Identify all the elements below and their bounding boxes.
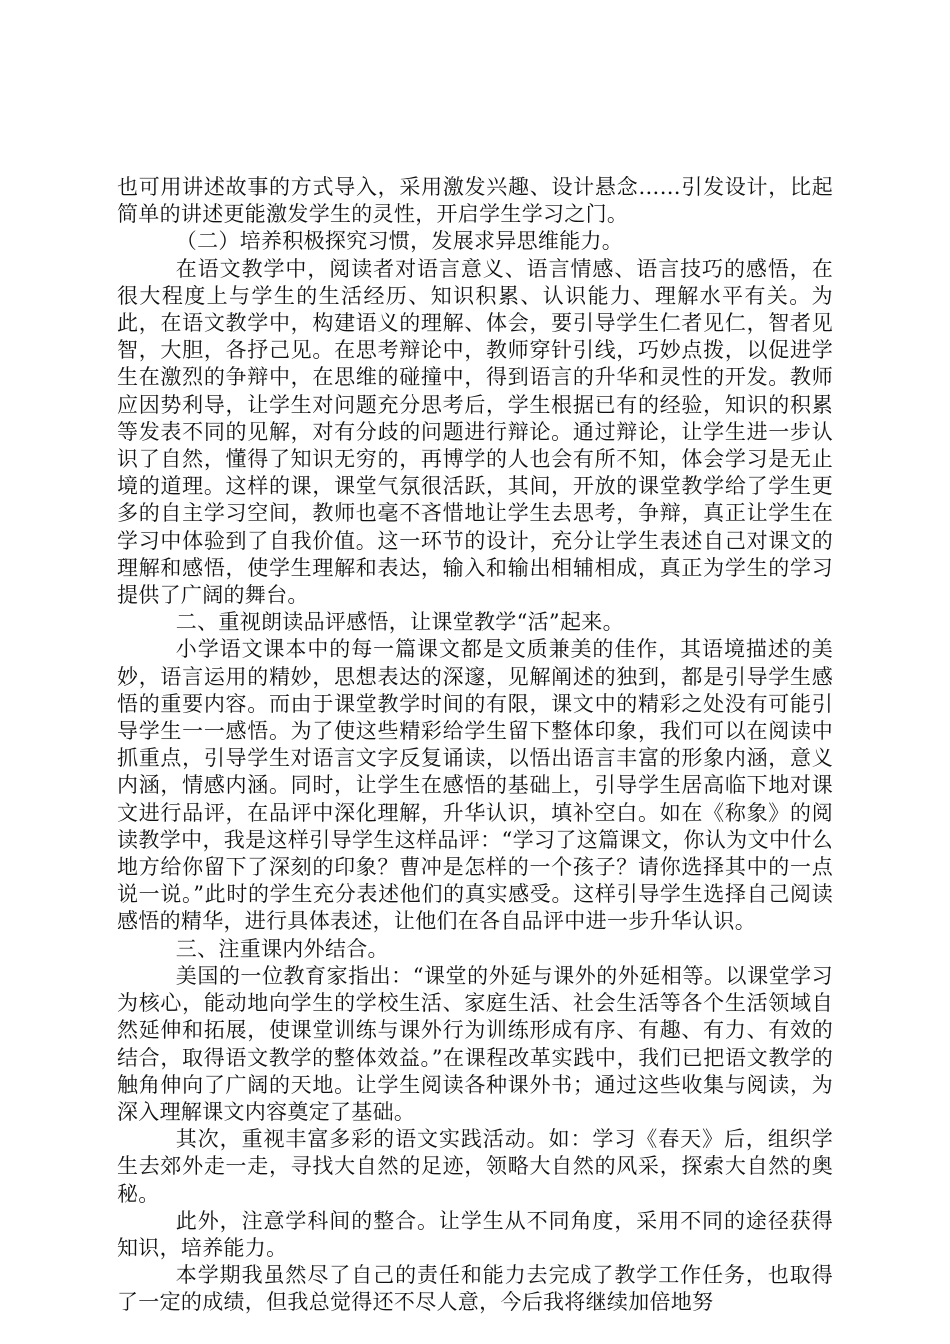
section-heading-2: 二、重视朗读品评感悟，让课堂教学“活”起来。 (175, 610, 624, 635)
paragraph-intro-continued: 也可用讲述故事的方式导入，采用激发兴趣、设计悬念……引发设计，比起简单的讲述更能激发学生的灵性，开启学生学习之门。 (117, 175, 833, 227)
paragraph-reading-appreciation: 小学语文课本中的每一篇课文都是文质兼美的佳作，其语境描述的美妙，语言运用的精妙，思想表达的深邃，见解阐述的独到，都是引导学生感悟的重要内容。而由于课堂教学时间的有限，课文中的精彩之处没有可能引导学生一一感悟。为了使这些精彩给学生留下整体印象，我们可以在阅读中抓重点，引导学生对语言文字反复诵读，以悟出语言丰富的形象内涵，意义内涵，情感内涵。同时，让学生在感悟的基础上，引导学生居高临下地对课文进行品评，在品评中深化理解，升华认识，填补空白。如在《称象》的阅读教学中，我是这样引导学生这样品评：“学习了这篇课文，你认为文中什么地方给你留下了深刻的印象？曹冲是怎样的一个孩子？请你选择其中的一点说一说。”此时的学生充分表述他们的真实感受。这样引导学生选择自己阅读感悟的精华，进行具体表述，让他们在各自品评中进一步升华认识。 (117, 637, 833, 934)
document-body (117, 174, 833, 1317)
section-heading-2-2: （二）培养积极探究习惯，发展求异思维能力。 (175, 229, 624, 254)
paragraph-inquiry-thinking: 在语文教学中，阅读者对语言意义、语言情感、语言技巧的感悟，在很大程度上与学生的生活经历、知识积累、认识能力、理解水平有关。为此，在语文教学中，构建语义的理解、体会，要引导学生仁者见仁，智者见智，大胆，各抒己见。在思考辩论中，教师穿针引线，巧妙点拨，以促进学生在激烈的争辩中，在思维的碰撞中，得到语言的升华和灵性的开发。教师应因势利导，让学生对问题充分思考后，学生根据已有的经验，知识的积累等发表不同的见解，对有分歧的问题进行辩论。通过辩论，让学生进一步认识了自然，懂得了知识无穷的，再博学的人也会有所不知，体会学习是无止境的道理。这样的课，课堂气氛很活跃，其间，开放的课堂教学给了学生更多的自主学习空间，教师也毫不吝惜地让学生去思考，争辩，真正让学生在学习中体验到了自我价值。这一环节的设计，充分让学生表述自己对课文的理解和感悟，使学生理解和表达，输入和输出相辅相成，真正为学生的学习提供了广阔的舞台。 (117, 256, 833, 608)
paragraph-subject-integration: 此外，注意学科间的整合。让学生从不同角度，采用不同的途径获得知识，培养能力。 (117, 1208, 833, 1260)
section-heading-3: 三、注重课内外结合。 (175, 936, 389, 961)
paragraph-semester-summary: 本学期我虽然尽了自己的责任和能力去完成了教学工作任务，也取得了一定的成绩，但我总觉得还不尽人意，今后我将继续加倍地努 (117, 1263, 833, 1315)
paragraph-practice-activities: 其次，重视丰富多彩的语文实践活动。如：学习《春天》后，组织学生去郊外走一走，寻找大自然的足迹，领略大自然的风采，探索大自然的奥秘。 (117, 1127, 833, 1206)
paragraph-inside-outside-class: 美国的一位教育家指出：“课堂的外延与课外的外延相等。以课堂学习为核心，能动地向学生的学校生活、家庭生活、社会生活等各个生活领域自然延伸和拓展，使课堂训练与课外行为训练形成有序、有趣、有力、有效的结合，取得语文教学的整体效益。”在课程改革实践中，我们已把语文教学的触角伸向了广阔的天地。让学生阅读各种课外书；通过这些收集与阅读，为深入理解课文内容奠定了基础。 (117, 963, 833, 1124)
